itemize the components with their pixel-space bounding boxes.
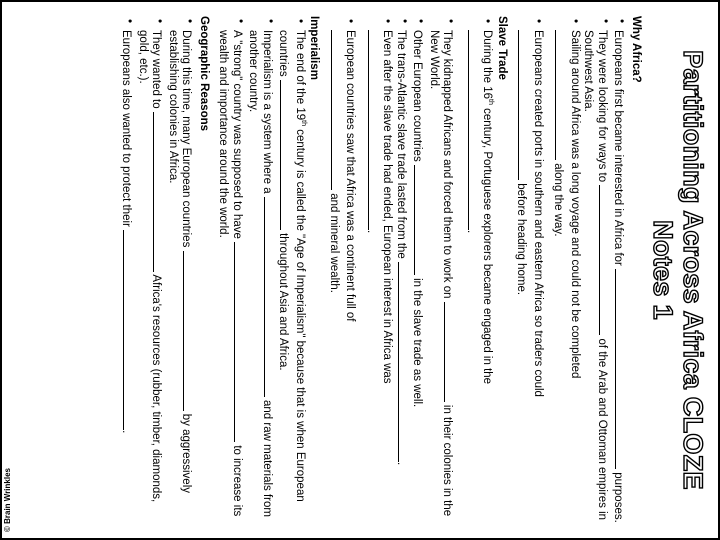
fill-in-blank[interactable] [331,30,343,190]
fill-in-blank[interactable] [184,251,196,411]
fill-in-blank[interactable] [368,30,380,230]
list-item: • Sailing around Africa was a long voyage and could not be completed along the way. [551,30,581,524]
list-item: • Europeans also wanted to protect their . [119,30,136,524]
slave-trade-list [327,16,494,524]
page-title: Partitioning Across Africa CLOZE Notes 1 [648,50,708,490]
list-item: • They wanted to Africa's resources (rubber, timber, diamonds, gold, etc.). [136,30,166,524]
fill-in-blank[interactable] [281,80,293,230]
worksheet-page [12,16,712,524]
list-item: • The end of the 19th century is called the "Age of Imperialism" because that is when European countries throughout Asia and Africa. [276,30,306,524]
list-item: • During this time, many European countries by aggressively establishing colonies in Africa. [166,30,196,524]
list-item: • European countries saw that Africa was a continent full of and mineral wealth. [327,30,357,524]
fill-in-blank[interactable] [616,269,628,469]
list-item: • Europeans created ports in southern and eastern Africa so traders could before heading home. [514,30,544,524]
fill-in-blank[interactable] [415,165,427,275]
section-heading-slave-trade: Slave Trade [496,16,508,80]
fill-in-blank[interactable] [264,197,276,397]
fill-in-blank[interactable] [599,185,611,335]
section-heading-geographic-reasons: Geographic Reasons [198,16,210,132]
list-item: • Other European countries in the slave trade as well. [410,30,427,524]
fill-in-blank[interactable] [154,112,166,272]
fill-in-blank[interactable] [445,302,457,402]
fill-in-blank[interactable] [398,262,410,462]
list-item: • Europeans first became interested in Africa for purposes. [611,30,628,524]
fill-in-blank[interactable] [556,30,568,160]
copyright-text: © Brain Wrinkles [3,468,12,532]
section-heading-imperialism: Imperialism [308,16,321,80]
fill-in-blank[interactable] [124,230,136,430]
list-item: • During the 16th century, Portuguese explorers became engaged in the . [464,30,494,524]
list-item: • They were looking for ways to of the Arab and Ottoman empires in Southwest Asia. [581,30,611,524]
fill-in-blank[interactable] [519,30,531,180]
list-item: • Imperialism is a system where a and raw materials from another country. [246,30,276,524]
fill-in-blank[interactable] [234,242,246,442]
section-heading-why-africa: Why Africa? [630,16,642,83]
list-item: • They kidnapped Africans and forced them to work on in their colonies in the New World. [427,30,457,524]
fill-in-blank[interactable] [468,30,480,230]
imperialism-list [216,16,306,524]
geographic-list [119,16,196,524]
list-item: • A "strong" country was supposed to have to increase its wealth and importance around the world. [216,30,246,524]
list-item: • The trans-Atlantic slave trade lasted from the . [394,30,411,524]
list-item: • Even after the slave trade had ended, European interest in Africa was . [364,30,394,524]
why-africa-list [514,16,628,524]
